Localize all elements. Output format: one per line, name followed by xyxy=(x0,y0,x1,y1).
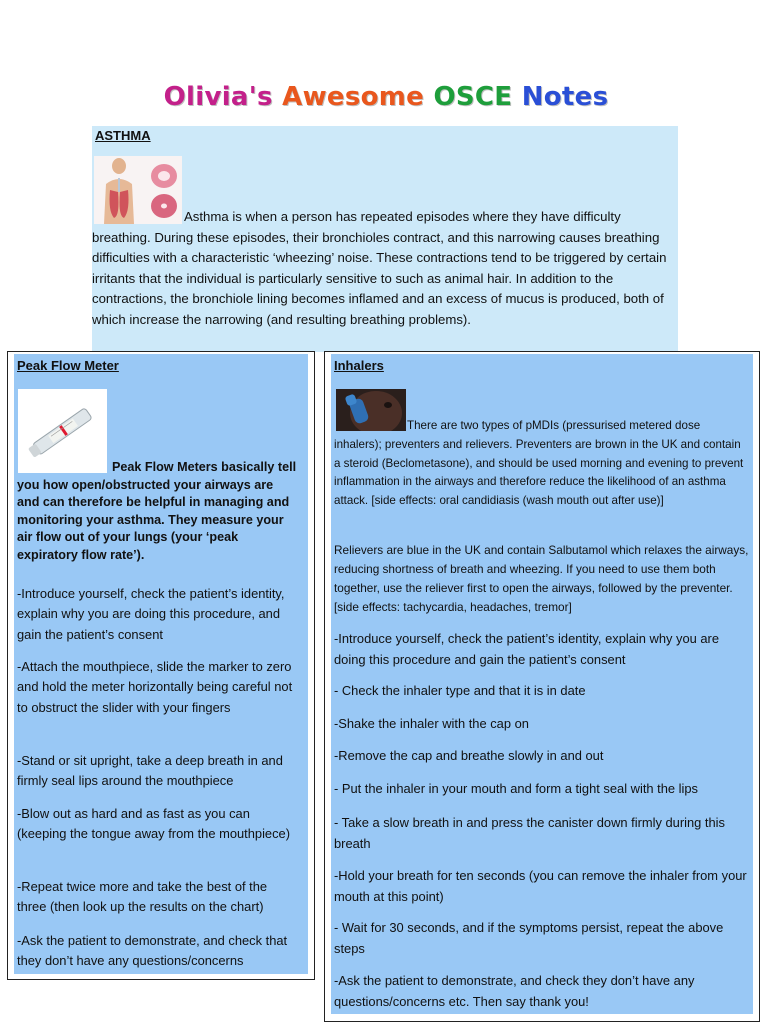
title-part-3: OSCE xyxy=(424,82,513,112)
title-part-4: Notes xyxy=(512,82,609,112)
inhaler-step: - Put the inhaler in your mouth and form a tight seal with the lips xyxy=(334,781,698,796)
inhaler-step: - Check the inhaler type and that it is in date xyxy=(334,683,586,698)
peak-flow-step: -Attach the mouthpiece, slide the marker to zero and hold the meter horizontally being careful not to obstruct the slider with your fingers xyxy=(17,659,293,715)
inhaler-step: - Wait for 30 seconds, and if the symptoms persist, repeat the above steps xyxy=(334,920,724,956)
title-part-1: Olivia's xyxy=(163,82,273,112)
peak-flow-lead-text: Peak Flow Meters basically tell you how open/obstructed your airways are and can therefore be helpful in managing and monitoring your asthma. They measure your air flow out of your lungs (your ‘peak expiratory flow rate’). xyxy=(17,460,297,562)
inhalers-lead-text: There are two types of pMDIs (pressurised metered dose inhalers); preventers and relievers. Preventers are brown in the UK and contain a steroid (Beclometasone), and should be used morning and evening to prevent inflammation in the airways and therefore reduce the likelihood of an asthma attack. [side effects: oral candidiasis (wash mouth out after use)] xyxy=(334,419,744,508)
inhaler-step: -Hold your breath for ten seconds (you can remove the inhaler from your mouth at this point) xyxy=(334,868,747,904)
inhaler-step: -Shake the inhaler with the cap on xyxy=(334,716,529,731)
title-part-2: Awesome xyxy=(272,82,425,112)
inhaler-step: -Introduce yourself, check the patient’s identity, explain why you are doing this procedure and gain the patient’s consent xyxy=(334,631,720,667)
asthma-paragraph: Asthma is when a person has repeated episodes where they have difficulty breathing. During these episodes, their bronchioles contract, and this narrowing causes breathing difficulties with a characteristic ‘wheezing’ noise. These contractions tend to be triggered by certain irritants that the individual is particularly sensitive to such as animal hair. In addition to the contractions, the bronchiole lining becomes inflamed and an excess of mucus is produced, both of which increase the narrowing (and resulting breathing problems). xyxy=(92,209,667,327)
inhaler-step: -Remove the cap and breathe slowly in and out xyxy=(334,748,604,763)
inhaler-step: - Take a slow breath in and press the canister down firmly during this breath xyxy=(334,815,725,851)
peak-flow-step: -Blow out as hard and as fast as you can (keeping the tongue away from the mouthpiece) xyxy=(17,806,291,842)
asthma-section xyxy=(92,126,678,352)
inhalers-relievers-text: Relievers are blue in the UK and contain Salbutamol which relaxes the airways, reducing shortness of breath and wheezing. If you need to use them both together, use the reliever first to open the airways, followed by the preventer. [side effects: tachycardia, headaches, tremor] xyxy=(334,543,749,614)
peak-flow-step: -Repeat twice more and take the best of the three (then look up the results on the chart) xyxy=(17,879,268,915)
peak-flow-step: -Introduce yourself, check the patient’s identity, explain why you are doing this procedure, and gain the patient’s consent xyxy=(17,586,285,642)
peak-flow-step: -Ask the patient to demonstrate, and check that they don’t have any questions/concerns xyxy=(17,933,288,969)
asthma-heading: ASTHMA xyxy=(95,128,151,143)
inhalers-heading: Inhalers xyxy=(334,358,384,373)
peak-flow-step: -Stand or sit upright, take a deep breath in and firmly seal lips around the mouthpiece xyxy=(17,753,283,789)
inhaler-step: -Ask the patient to demonstrate, and check they don’t have any questions/concerns etc. Then say thank you! xyxy=(334,973,695,1009)
page-title xyxy=(96,82,676,120)
peak-flow-heading: Peak Flow Meter xyxy=(17,358,119,373)
